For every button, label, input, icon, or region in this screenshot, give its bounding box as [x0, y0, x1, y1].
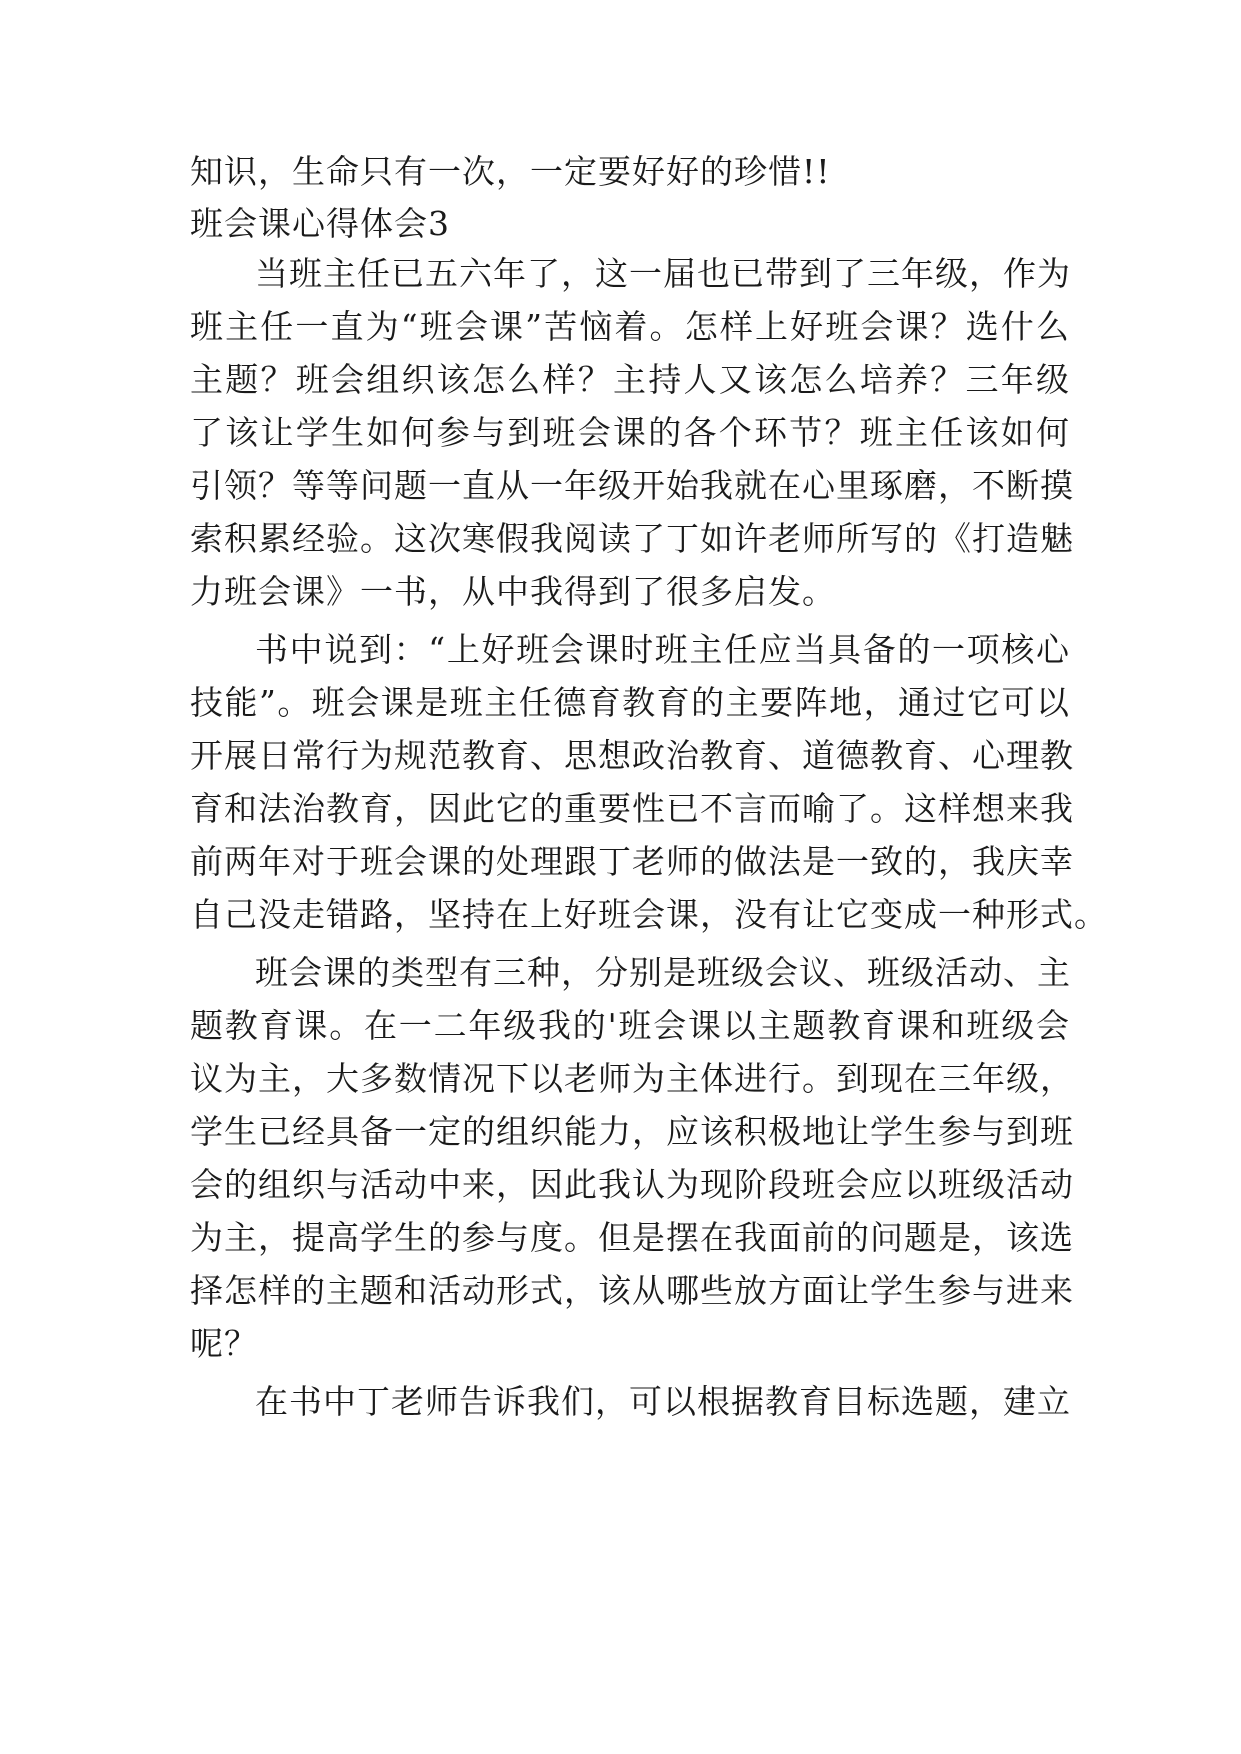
paragraph-line: 班会课的类型有三种，分别是班级会议、班级活动、主	[255, 953, 1071, 992]
paragraph-line: 议为主，大多数情况下以老师为主体进行。到现在三年级，	[190, 1059, 1074, 1098]
paragraph-line: 呢？	[190, 1324, 258, 1363]
paragraph-line: 开展日常行为规范教育、思想政治教育、道德教育、心理教	[190, 736, 1074, 775]
paragraph-line: 学生已经具备一定的组织能力，应该积极地让学生参与到班	[190, 1112, 1074, 1151]
text-line: 知识，生命只有一次，一定要好好的珍惜!!	[190, 152, 831, 191]
paragraph-line: 在书中丁老师告诉我们，可以根据教育目标选题，建立	[255, 1382, 1071, 1421]
paragraph-line: 主题？班会组织该怎么样？主持人又该怎么培养？三年级	[190, 360, 1070, 399]
paragraph-line: 为主，提高学生的参与度。但是摆在我面前的问题是，该选	[190, 1218, 1074, 1257]
paragraph-line: 当班主任已五六年了，这一届也已带到了三年级，作为	[255, 254, 1071, 293]
paragraph-line: 择怎样的主题和活动形式，该从哪些放方面让学生参与进来	[190, 1271, 1074, 1310]
paragraph-line: 前两年对于班会课的处理跟丁老师的做法是一致的，我庆幸	[190, 842, 1074, 881]
paragraph-line: 技能”。班会课是班主任德育教育的主要阵地，通过它可以	[190, 683, 1070, 722]
paragraph-line: 书中说到：“上好班会课时班主任应当具备的一项核心	[255, 630, 1070, 669]
paragraph-line: 题教育课。在一二年级我的'班会课以主题教育课和班级会	[190, 1006, 1070, 1045]
paragraph-line: 索积累经验。这次寒假我阅读了丁如许老师所写的《打造魅	[190, 519, 1074, 558]
paragraph-line: 力班会课》一书，从中我得到了很多启发。	[190, 572, 836, 611]
paragraph-line: 班主任一直为“班会课”苦恼着。怎样上好班会课？选什么	[190, 307, 1070, 346]
section-heading: 班会课心得体会3	[190, 204, 450, 243]
paragraph-line: 育和法治教育，因此它的重要性已不言而喻了。这样想来我	[190, 789, 1074, 828]
paragraph-line: 引领？等等问题一直从一年级开始我就在心里琢磨，不断摸	[190, 466, 1074, 505]
paragraph-line: 会的组织与活动中来，因此我认为现阶段班会应以班级活动	[190, 1165, 1074, 1204]
paragraph-line: 自己没走错路，坚持在上好班会课，没有让它变成一种形式。	[190, 895, 1108, 934]
paragraph-line: 了该让学生如何参与到班会课的各个环节？班主任该如何	[190, 413, 1070, 452]
